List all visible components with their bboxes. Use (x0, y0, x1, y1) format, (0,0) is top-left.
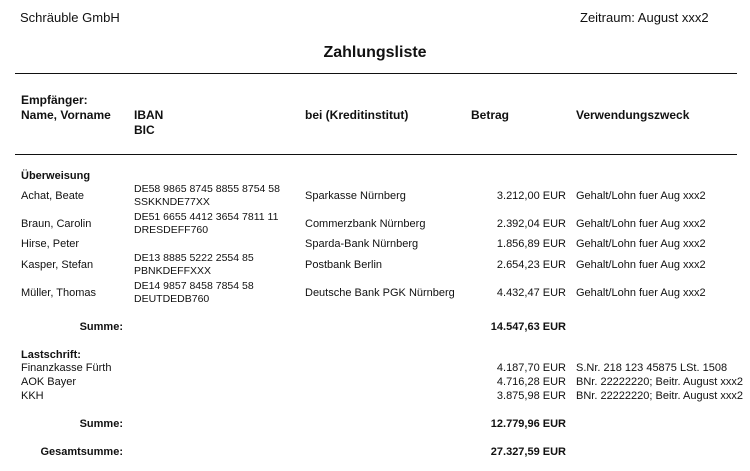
row-purpose: BNr. 22222220; Beitr. August xxx2 (576, 390, 743, 402)
header-rule (15, 154, 737, 155)
row-bank: Deutsche Bank PGK Nürnberg (305, 287, 455, 299)
header-recipient-line2: Name, Vorname (21, 108, 111, 122)
row-iban-bic (134, 183, 280, 209)
row-name: Müller, Thomas (21, 287, 96, 299)
row-iban: DE13 8885 5222 2554 85 (134, 252, 254, 264)
row-name: Kasper, Stefan (21, 259, 94, 271)
row-bic: DEUTDEDB760 (134, 293, 210, 305)
row-name: Achat, Beate (21, 190, 84, 202)
row-bic: PBNKDEFFXXX (134, 265, 212, 277)
row-amount: 3.875,98 EUR (496, 390, 566, 402)
row-bic: DRESDEFF760 (134, 224, 209, 236)
row-amount: 1.856,89 EUR (496, 238, 566, 250)
row-iban-bic (134, 211, 278, 237)
row-bank: Commerzbank Nürnberg (305, 218, 426, 230)
row-amount: 3.212,00 EUR (496, 190, 566, 202)
row-bank: Sparda-Bank Nürnberg (305, 238, 419, 250)
row-name: AOK Bayer (21, 376, 77, 388)
header-amount: Betrag (471, 108, 510, 122)
row-name: Hirse, Peter (21, 238, 80, 250)
row-amount: 4.716,28 EUR (496, 376, 566, 388)
total-label: Gesamtsumme: (40, 446, 123, 458)
row-iban: DE51 6655 4412 3654 7811 11 (134, 211, 279, 223)
sum-value: 14.547,63 EUR (490, 321, 566, 333)
row-purpose: Gehalt/Lohn fuer Aug xxx2 (576, 238, 706, 250)
sum-value: 12.779,96 EUR (490, 418, 566, 430)
row-bic: SSKKNDE77XX (134, 196, 210, 208)
header-bic: BIC (134, 123, 155, 137)
row-iban: DE58 9865 8745 8855 8754 58 (134, 183, 280, 195)
total-value: 27.327,59 EUR (490, 446, 566, 458)
row-iban-bic (134, 252, 254, 278)
row-purpose: Gehalt/Lohn fuer Aug xxx2 (576, 287, 706, 299)
row-iban: DE14 9857 8458 7854 58 (134, 280, 254, 292)
row-bank: Sparkasse Nürnberg (305, 190, 406, 202)
row-name: Braun, Carolin (21, 218, 92, 230)
header-bank: bei (Kreditinstitut) (305, 108, 409, 122)
header-recipient (21, 93, 111, 123)
section-ueberweisung: Überweisung (21, 170, 91, 182)
sum-label: Summe: (79, 321, 123, 333)
row-purpose: Gehalt/Lohn fuer Aug xxx2 (576, 218, 706, 230)
row-purpose: BNr. 22222220; Beitr. August xxx2 (576, 376, 743, 388)
row-name: KKH (21, 390, 44, 402)
header-iban: IBAN (134, 108, 164, 122)
row-name: Finanzkasse Fürth (21, 362, 112, 374)
sum-label: Summe: (79, 418, 123, 430)
header-purpose: Verwendungszweck (576, 108, 690, 122)
row-purpose: Gehalt/Lohn fuer Aug xxx2 (576, 190, 706, 202)
row-amount: 4.187,70 EUR (496, 362, 566, 374)
period-label: Zeitraum: August xxx2 (580, 10, 709, 25)
row-purpose: Gehalt/Lohn fuer Aug xxx2 (576, 259, 706, 271)
row-amount: 2.654,23 EUR (496, 259, 566, 271)
row-purpose: S.Nr. 218 123 45875 LSt. 1508 (576, 362, 728, 374)
row-iban-bic (134, 280, 254, 306)
header-recipient-line1: Empfänger: (21, 93, 88, 107)
top-rule (15, 73, 737, 74)
section-lastschrift: Lastschrift: (21, 349, 81, 361)
page-title: Zahlungsliste (323, 44, 427, 61)
row-amount: 4.432,47 EUR (496, 287, 566, 299)
row-amount: 2.392,04 EUR (496, 218, 566, 230)
company-name: Schräuble GmbH (20, 10, 120, 25)
row-bank: Postbank Berlin (305, 259, 383, 271)
header-iban-bic (134, 108, 163, 138)
